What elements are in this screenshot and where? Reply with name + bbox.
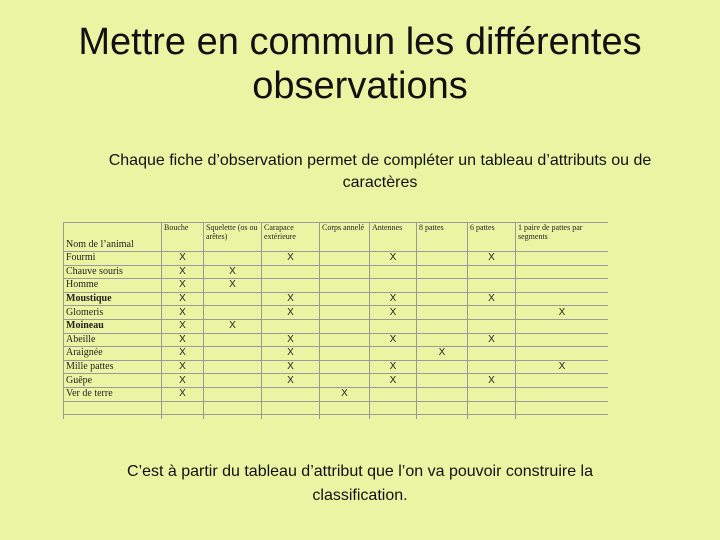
attribute-mark-cell [262, 401, 320, 415]
attribute-mark-cell [516, 374, 609, 388]
attribute-mark-cell: X [370, 252, 417, 266]
attribute-mark-cell [262, 265, 320, 279]
slide-title [0, 20, 720, 108]
attribute-mark-cell [370, 387, 417, 401]
header-animal-name: Nom de l’animal [64, 223, 162, 252]
attribute-mark-cell [204, 415, 262, 419]
attribute-mark-cell [468, 387, 516, 401]
table-row [64, 387, 609, 401]
attribute-mark-cell [370, 319, 417, 333]
attribute-mark-cell: X [204, 265, 262, 279]
attribute-mark-cell [204, 252, 262, 266]
attribute-mark-cell [468, 319, 516, 333]
attribute-mark-cell: X [262, 252, 320, 266]
attribute-mark-cell [204, 347, 262, 361]
animal-name-cell [64, 401, 162, 415]
attribute-mark-cell: X [162, 374, 204, 388]
slide-title-line-2: observations [252, 65, 468, 107]
attribute-mark-cell [262, 279, 320, 293]
attribute-mark-cell: X [162, 347, 204, 361]
slide-title-line-1: Mettre en commun les différentes [78, 21, 642, 63]
attribute-mark-cell [262, 319, 320, 333]
attribute-mark-cell: X [262, 333, 320, 347]
attribute-mark-cell [204, 401, 262, 415]
attribute-mark-cell [516, 292, 609, 306]
attribute-mark-cell: X [162, 306, 204, 320]
slide-conclusion: C’est à partir du tableau d’attribut que l’on va pouvoir construire la classification. [126, 463, 594, 504]
attribute-mark-cell [417, 292, 468, 306]
table-header-row [64, 223, 609, 252]
attribute-mark-cell: X [162, 252, 204, 266]
attribute-mark-cell [516, 319, 609, 333]
attribute-mark-cell [320, 319, 370, 333]
table-row [64, 360, 609, 374]
animal-name-cell: Abeille [64, 333, 162, 347]
animal-name-cell: Moustique [64, 292, 162, 306]
attribute-mark-cell [320, 360, 370, 374]
column-header: Antennes [370, 223, 417, 252]
table-row [64, 333, 609, 347]
animal-name-cell: Mille pattes [64, 360, 162, 374]
attribute-mark-cell: X [162, 387, 204, 401]
animal-name-cell: Homme [64, 279, 162, 293]
attribute-mark-cell [516, 347, 609, 361]
attribute-mark-cell [370, 279, 417, 293]
attribute-mark-cell [417, 279, 468, 293]
attribute-mark-cell [320, 279, 370, 293]
animal-name-cell: Guêpe [64, 374, 162, 388]
animal-name-cell: Chauve souris [64, 265, 162, 279]
attribute-mark-cell: X [370, 374, 417, 388]
attribute-mark-cell [516, 333, 609, 347]
attribute-mark-cell [320, 415, 370, 419]
table-row [64, 374, 609, 388]
attribute-mark-cell: X [162, 319, 204, 333]
attribute-mark-cell [468, 401, 516, 415]
animal-name-cell [64, 415, 162, 419]
attribute-mark-cell [320, 252, 370, 266]
attribute-mark-cell [320, 265, 370, 279]
animal-name-cell: Moineau [64, 319, 162, 333]
attribute-mark-cell [516, 279, 609, 293]
attribute-mark-cell [320, 347, 370, 361]
attribute-mark-cell: X [162, 279, 204, 293]
column-header: Squelette (os ou arêtes) [204, 223, 262, 252]
table-row [64, 265, 609, 279]
attribute-mark-cell [162, 415, 204, 419]
attribute-mark-cell [417, 401, 468, 415]
attribute-mark-cell [370, 415, 417, 419]
attribute-mark-cell [417, 319, 468, 333]
attribute-mark-cell [417, 252, 468, 266]
attribute-mark-cell [320, 374, 370, 388]
attribute-table-wrapper [63, 222, 608, 419]
table-row [64, 306, 609, 320]
attribute-mark-cell [320, 306, 370, 320]
attribute-mark-cell: X [468, 333, 516, 347]
attribute-mark-cell [468, 265, 516, 279]
attribute-mark-cell [516, 401, 609, 415]
column-header: 1 paire de pattes par segments [516, 223, 609, 252]
attribute-mark-cell: X [162, 360, 204, 374]
attribute-mark-cell: X [468, 374, 516, 388]
column-header: 8 pattes [417, 223, 468, 252]
attribute-mark-cell [370, 401, 417, 415]
attribute-mark-cell: X [162, 265, 204, 279]
table-row [64, 252, 609, 266]
animal-name-cell: Ver de terre [64, 387, 162, 401]
column-header: 6 pattes [468, 223, 516, 252]
animal-name-cell: Araignée [64, 347, 162, 361]
attribute-mark-cell [320, 333, 370, 347]
attribute-mark-cell: X [204, 319, 262, 333]
table-row [64, 401, 609, 415]
attribute-mark-cell: X [468, 252, 516, 266]
attribute-mark-cell [468, 415, 516, 419]
attribute-mark-cell: X [162, 333, 204, 347]
attribute-mark-cell [516, 265, 609, 279]
attribute-mark-cell [417, 360, 468, 374]
table-row [64, 292, 609, 306]
attribute-mark-cell [468, 306, 516, 320]
attribute-mark-cell [417, 387, 468, 401]
attribute-mark-cell: X [262, 292, 320, 306]
column-header: Corps annelé [320, 223, 370, 252]
attribute-mark-cell [204, 292, 262, 306]
attribute-mark-cell: X [162, 292, 204, 306]
attribute-mark-cell [516, 387, 609, 401]
attribute-mark-cell: X [417, 347, 468, 361]
attribute-mark-cell: X [204, 279, 262, 293]
attribute-mark-cell: X [262, 347, 320, 361]
attribute-mark-cell: X [370, 360, 417, 374]
attribute-mark-cell: X [262, 306, 320, 320]
table-row [64, 347, 609, 361]
column-header: Carapace extérieure [262, 223, 320, 252]
attribute-mark-cell [468, 360, 516, 374]
attribute-mark-cell [204, 306, 262, 320]
attribute-mark-cell [162, 401, 204, 415]
attribute-mark-cell [468, 347, 516, 361]
attribute-mark-cell [417, 415, 468, 419]
table-row [64, 319, 609, 333]
attribute-mark-cell [468, 279, 516, 293]
attribute-mark-cell [204, 333, 262, 347]
attribute-mark-cell: X [370, 333, 417, 347]
animal-name-cell: Glomeris [64, 306, 162, 320]
attribute-mark-cell [320, 401, 370, 415]
attribute-table [63, 222, 608, 419]
attribute-mark-cell: X [468, 292, 516, 306]
attribute-mark-cell [516, 252, 609, 266]
attribute-mark-cell [262, 415, 320, 419]
attribute-mark-cell [320, 292, 370, 306]
attribute-mark-cell [204, 374, 262, 388]
attribute-mark-cell: X [516, 360, 609, 374]
table-row [64, 279, 609, 293]
attribute-mark-cell: X [370, 306, 417, 320]
column-header: Bouche [162, 223, 204, 252]
attribute-mark-cell [417, 265, 468, 279]
attribute-mark-cell [370, 265, 417, 279]
attribute-mark-cell [204, 360, 262, 374]
attribute-mark-cell [417, 374, 468, 388]
animal-name-cell: Fourmi [64, 252, 162, 266]
attribute-mark-cell: X [320, 387, 370, 401]
attribute-mark-cell: X [262, 374, 320, 388]
attribute-mark-cell: X [516, 306, 609, 320]
attribute-mark-cell [516, 415, 609, 419]
attribute-mark-cell [370, 347, 417, 361]
attribute-mark-cell: X [370, 292, 417, 306]
attribute-mark-cell [262, 387, 320, 401]
table-row [64, 415, 609, 419]
attribute-mark-cell: X [262, 360, 320, 374]
attribute-mark-cell [417, 333, 468, 347]
slide-subtitle: Chaque fiche d’observation permet de compléter un tableau d’attributs ou de caractères [108, 152, 652, 191]
attribute-mark-cell [417, 306, 468, 320]
attribute-mark-cell [204, 387, 262, 401]
